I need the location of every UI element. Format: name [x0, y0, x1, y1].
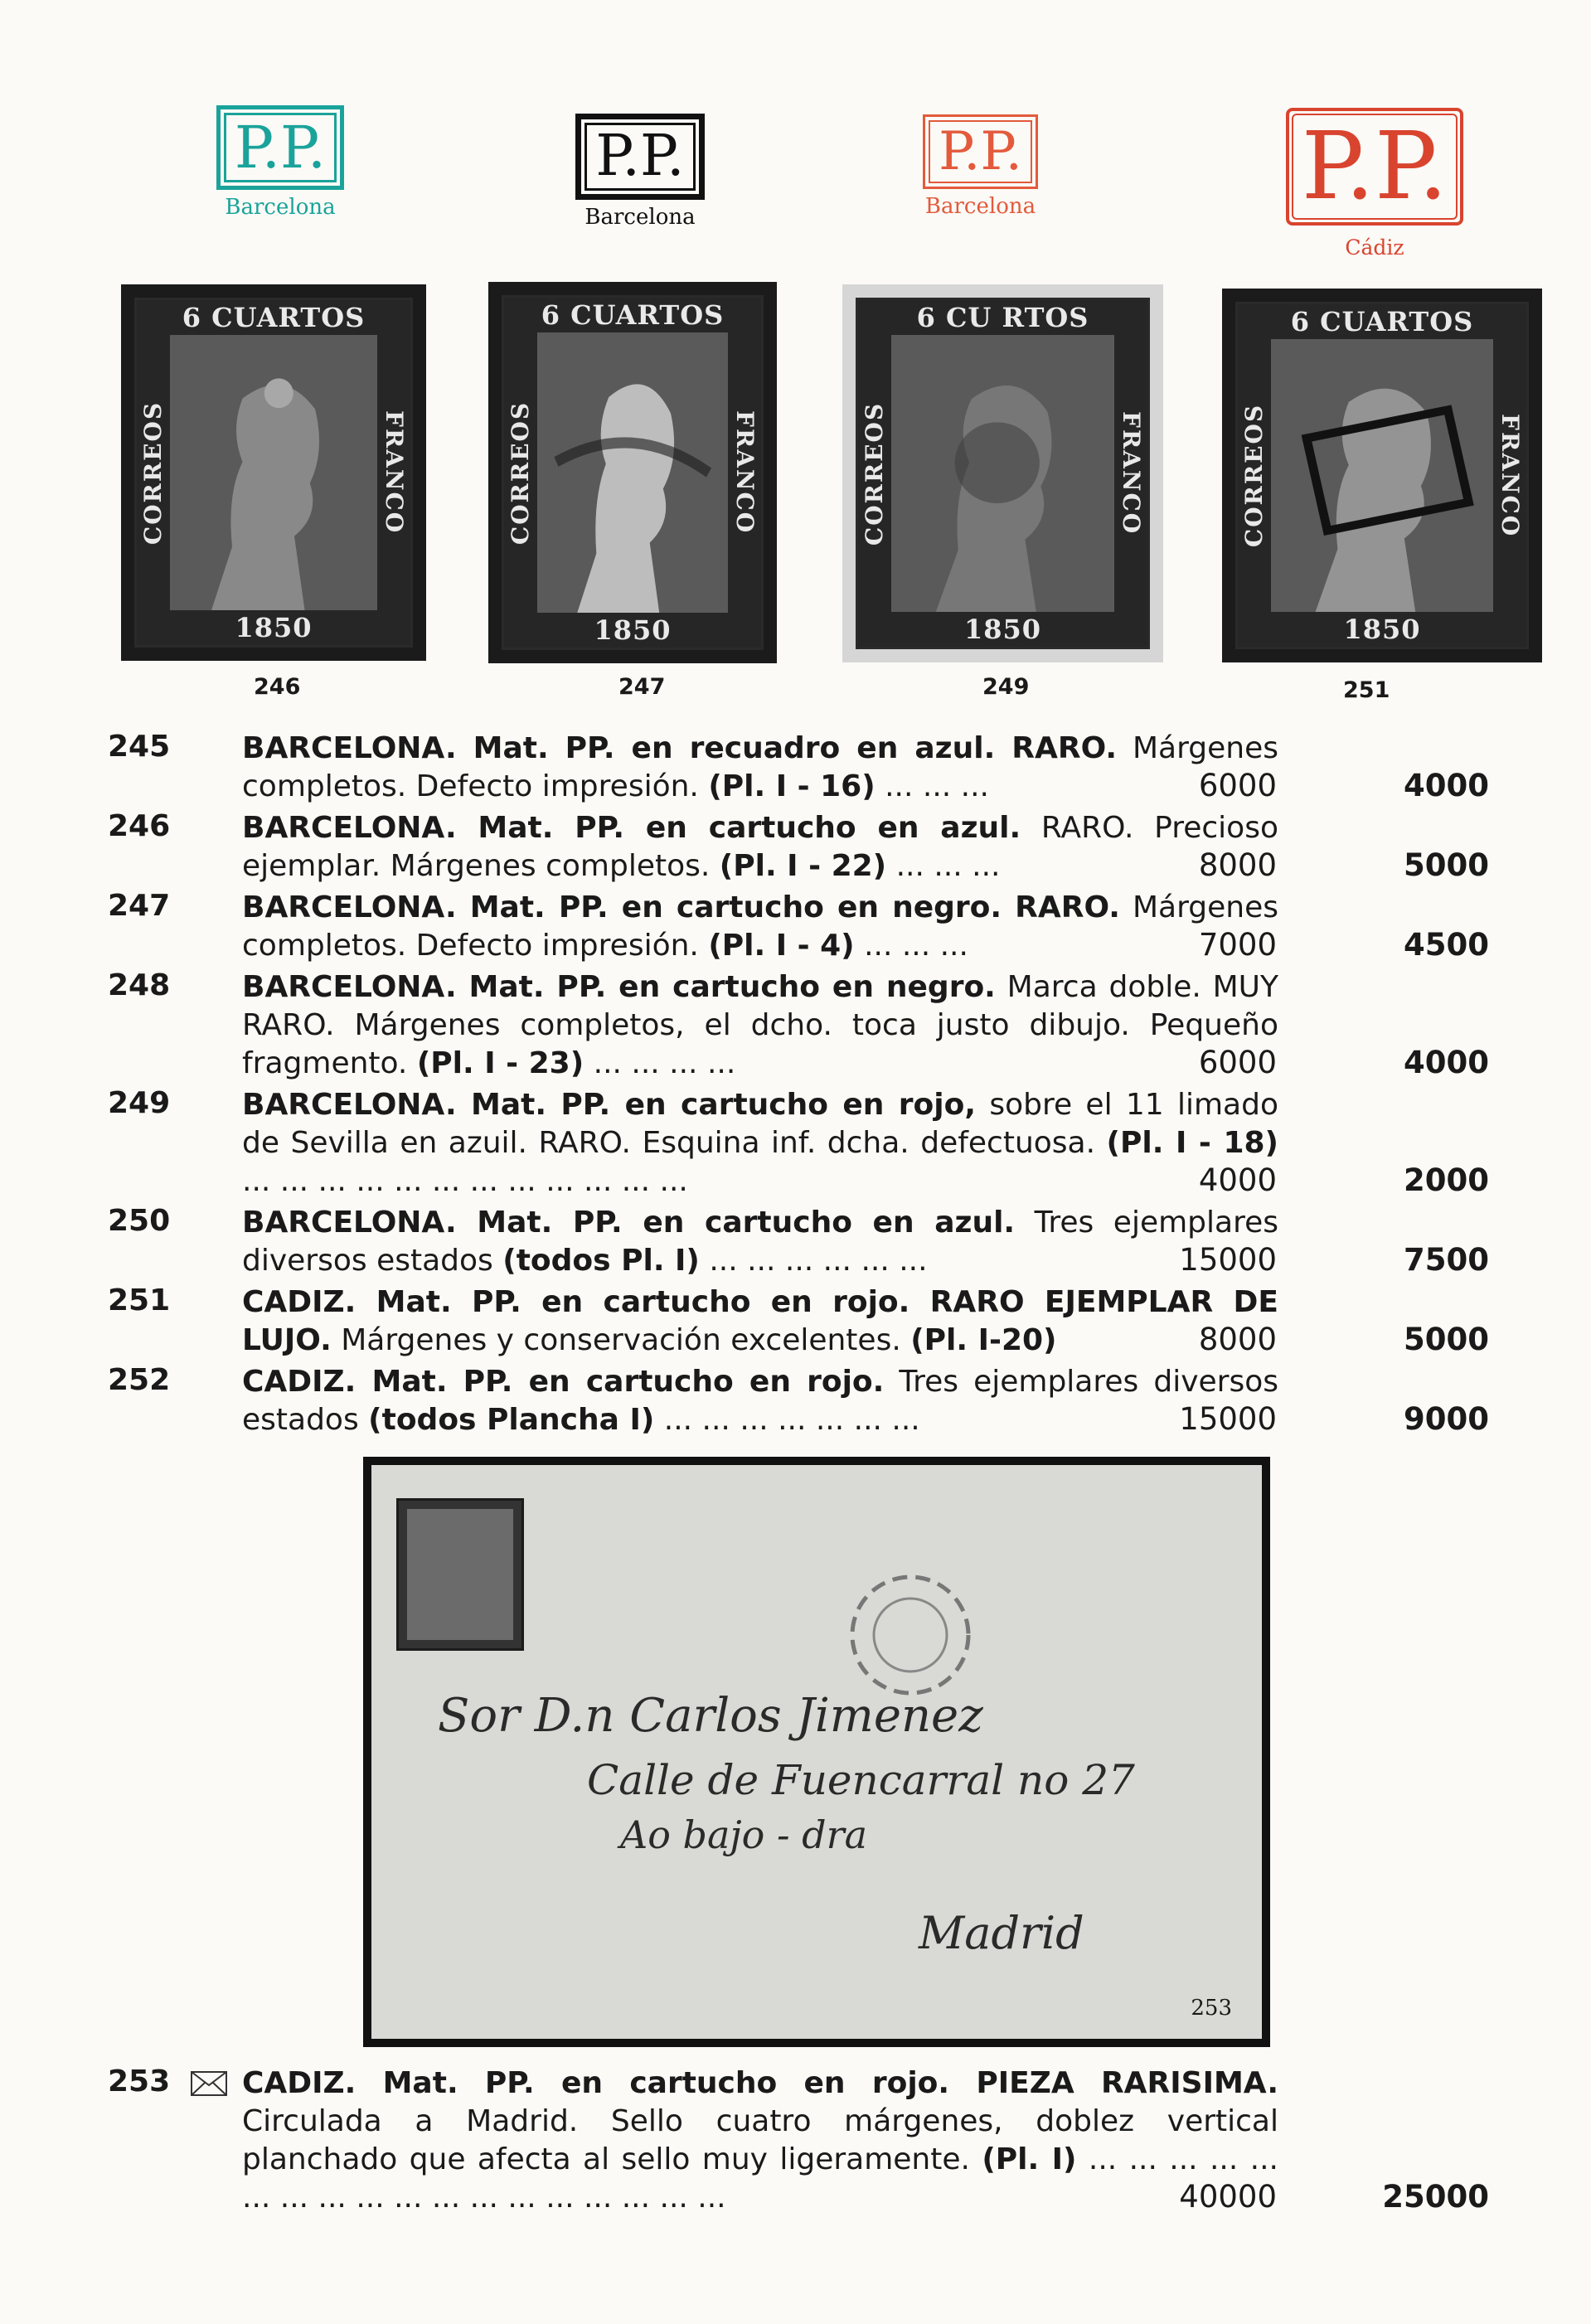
stamp-246-caption: 246: [254, 674, 301, 700]
postmark-3-city: Barcelona: [924, 194, 1036, 219]
lot-price: 4000: [1404, 1045, 1489, 1080]
lot-title: BARCELONA. Mat. PP. en cartucho en rojo,: [242, 1088, 977, 1122]
lot-249: [108, 1086, 1517, 1201]
lot-plate: (Pl. I - 4): [708, 929, 855, 963]
stamp-246: [121, 284, 426, 661]
lot-estimate: 15000: [1179, 1242, 1277, 1278]
stamp-247-right: FRANCO: [728, 332, 761, 613]
postmark-3: [904, 114, 1057, 219]
stamp-246-top: 6 CUARTOS: [137, 300, 410, 335]
postmark-1-text: P.P.: [224, 113, 337, 182]
lot-plate: (Pl. I - 23): [416, 1046, 584, 1080]
lot-plate: (Pl. I - 16): [708, 769, 876, 803]
leader-dots: ... ... ...: [864, 929, 968, 963]
lot-247: [108, 889, 1517, 965]
lot-description: Marca doble. MUY RARO. Márgenes completos, el dcho. toca justo dibujo. Pequeño fragmento.: [242, 970, 1278, 1080]
lot-price: 5000: [1404, 1322, 1489, 1357]
lot-estimate: 7000: [1198, 927, 1277, 963]
lot-description: Márgenes completos. Defecto impresión.: [242, 731, 1279, 803]
lot-price: 9000: [1404, 1401, 1489, 1437]
lot-estimate: 40000: [1179, 2179, 1277, 2215]
lot-title: BARCELONA. Mat. PP. en cartucho en negro.: [242, 970, 996, 1004]
lot-description: Circulada a Madrid. Sello cuatro márgenes, doblez vertical planchado que afecta al sello muy ligeramente.: [242, 2104, 1278, 2176]
lot-estimate: 8000: [1198, 847, 1277, 883]
lot-plate: (Pl. I - 22): [719, 849, 887, 883]
lot-plate: (todos Plancha I): [368, 1403, 655, 1437]
postmark-4-text: P.P.: [1292, 114, 1458, 220]
lot-description: Tres ejemplares diversos estados: [242, 1365, 1278, 1437]
stamp-246-right: FRANCO: [377, 335, 410, 610]
postmark-1: [201, 105, 359, 220]
lot-number: 252: [108, 1363, 171, 1397]
stamp-247-top: 6 CUARTOS: [504, 298, 761, 332]
stamp-249: [842, 284, 1163, 662]
lot-estimate: 8000: [1198, 1322, 1277, 1357]
lot-estimate: 6000: [1198, 768, 1277, 803]
lot-title: CADIZ. Mat. PP. en cartucho en rojo. RARO EJEMPLAR DE LUJO.: [242, 1285, 1278, 1357]
lot-number: 251: [108, 1283, 171, 1317]
lot-description: Tres ejemplares diversos estados: [242, 1206, 1278, 1278]
lot-number: 250: [108, 1204, 171, 1238]
stamp-251-left: CORREOS: [1238, 339, 1271, 612]
queen-portrait: [1271, 339, 1493, 612]
lot-number: 248: [108, 968, 171, 1002]
cover-address-line-3: Ao bajo - dra: [620, 1812, 868, 1857]
lot-plate: (Pl. I - 18): [1106, 1126, 1278, 1160]
stamp-247-left: CORREOS: [504, 332, 537, 613]
stamp-251-bottom: 1850: [1238, 612, 1526, 647]
lot-248: [108, 968, 1517, 1083]
leader-dots: ... ... ...: [885, 769, 989, 803]
lot-price: 4500: [1404, 927, 1489, 963]
postmark-3-text: P.P.: [929, 120, 1032, 183]
lot-number: 253: [108, 2064, 171, 2098]
lot-description: RARO. Precioso ejemplar. Márgenes completos.: [242, 811, 1278, 883]
stamp-247-bottom: 1850: [504, 613, 761, 648]
lot-number: 246: [108, 809, 171, 843]
lot-price: 5000: [1404, 847, 1489, 883]
lot-price: 4000: [1404, 768, 1489, 803]
postmark-1-city: Barcelona: [225, 195, 336, 220]
postmark-2: [557, 114, 723, 230]
leader-dots: ... ... ... ... ... ...: [709, 1244, 928, 1278]
stamp-246-bottom: 1850: [137, 610, 410, 645]
stamp-249-caption: 249: [982, 674, 1030, 700]
lot-246: [108, 809, 1517, 885]
stamp-249-top: 6 CU RTOS: [858, 300, 1147, 335]
lot-title: BARCELONA. Mat. PP. en recuadro en azul. RARO.: [242, 731, 1118, 765]
cover-postmark: [844, 1565, 977, 1705]
lot-estimate: 4000: [1198, 1162, 1277, 1198]
stamp-251-caption: 251: [1343, 677, 1390, 703]
lot-title: CADIZ. Mat. PP. en cartucho en rojo.: [242, 1365, 885, 1399]
stamp-246-left: CORREOS: [137, 335, 170, 610]
lot-title: BARCELONA. Mat. PP. en cartucho en negro. RARO.: [242, 890, 1120, 924]
leader-dots: ... ... ...: [895, 849, 1001, 883]
lot-253: [108, 2064, 1517, 2220]
stamp-251: [1222, 289, 1542, 662]
lot-title: BARCELONA. Mat. PP. en cartucho en azul.: [242, 811, 1021, 845]
lot-price: 25000: [1382, 2179, 1489, 2215]
lot-plate: (Pl. I): [982, 2142, 1077, 2176]
leader-dots: ... ... ... ... ... ... ... ... ... ... ... ...: [242, 1164, 688, 1198]
lot-250: [108, 1204, 1517, 1280]
cover-address-line-4: Madrid: [919, 1907, 1084, 1959]
cover-stamp: [396, 1498, 524, 1651]
stamp-249-right: FRANCO: [1114, 335, 1147, 612]
lot-description: Márgenes completos. Defecto impresión.: [242, 890, 1279, 963]
postmark-4: [1279, 108, 1470, 260]
lot-plate: (Pl. I-20): [910, 1323, 1057, 1357]
postmark-2-text: P.P.: [584, 123, 695, 191]
lot-description: sobre el 11 limado de Sevilla en azuil. RARO. Esquina inf. dcha. defectuosa.: [242, 1088, 1278, 1160]
queen-portrait: [891, 335, 1114, 612]
lot-price: 2000: [1404, 1162, 1489, 1198]
lot-251: [108, 1283, 1517, 1360]
lot-estimate: 6000: [1198, 1045, 1277, 1080]
queen-portrait: [170, 335, 377, 610]
lot-price: 7500: [1404, 1242, 1489, 1278]
stamp-249-bottom: 1850: [858, 612, 1147, 647]
postmark-2-city: Barcelona: [584, 205, 696, 230]
leader-dots: ... ... ... ...: [593, 1046, 736, 1080]
lot-estimate: 15000: [1179, 1401, 1277, 1437]
lot-description: Márgenes y conservación excelentes.: [331, 1323, 911, 1357]
leader-dots: ... ... ... ... ... ... ...: [663, 1403, 920, 1437]
cover-address-line-1: Sor D.n Carlos Jimenez: [438, 1689, 983, 1743]
envelope-icon: [191, 2071, 227, 2099]
cover-photo: [363, 1457, 1270, 2047]
lot-list: [108, 730, 1517, 1443]
stamp-251-top: 6 CUARTOS: [1238, 304, 1526, 339]
queen-portrait: [537, 332, 728, 613]
lot-title: BARCELONA. Mat. PP. en cartucho en azul.: [242, 1206, 1016, 1240]
postmark-4-city: Cádiz: [1345, 235, 1404, 260]
stamp-249-left: CORREOS: [858, 335, 891, 612]
leader-dots: ... ... ... ... ... ... ... ... ... ... ... ... ... ... ... ... ... ...: [242, 2142, 1279, 2215]
stamp-251-right: FRANCO: [1493, 339, 1526, 612]
stamp-247: [488, 282, 777, 663]
cover-lot-number: 253: [1191, 1996, 1232, 2021]
lot-245: [108, 730, 1517, 806]
stamp-247-caption: 247: [618, 674, 666, 700]
lot-title: CADIZ. Mat. PP. en cartucho en rojo. PIEZA RARISIMA.: [242, 2066, 1278, 2100]
lot-number: 247: [108, 889, 171, 923]
cover-address-line-2: Calle de Fuencarral no 27: [587, 1756, 1135, 1804]
lot-plate: (todos Pl. I): [502, 1244, 700, 1278]
lot-252: [108, 1363, 1517, 1439]
lot-number: 245: [108, 730, 171, 764]
lot-number: 249: [108, 1086, 171, 1120]
